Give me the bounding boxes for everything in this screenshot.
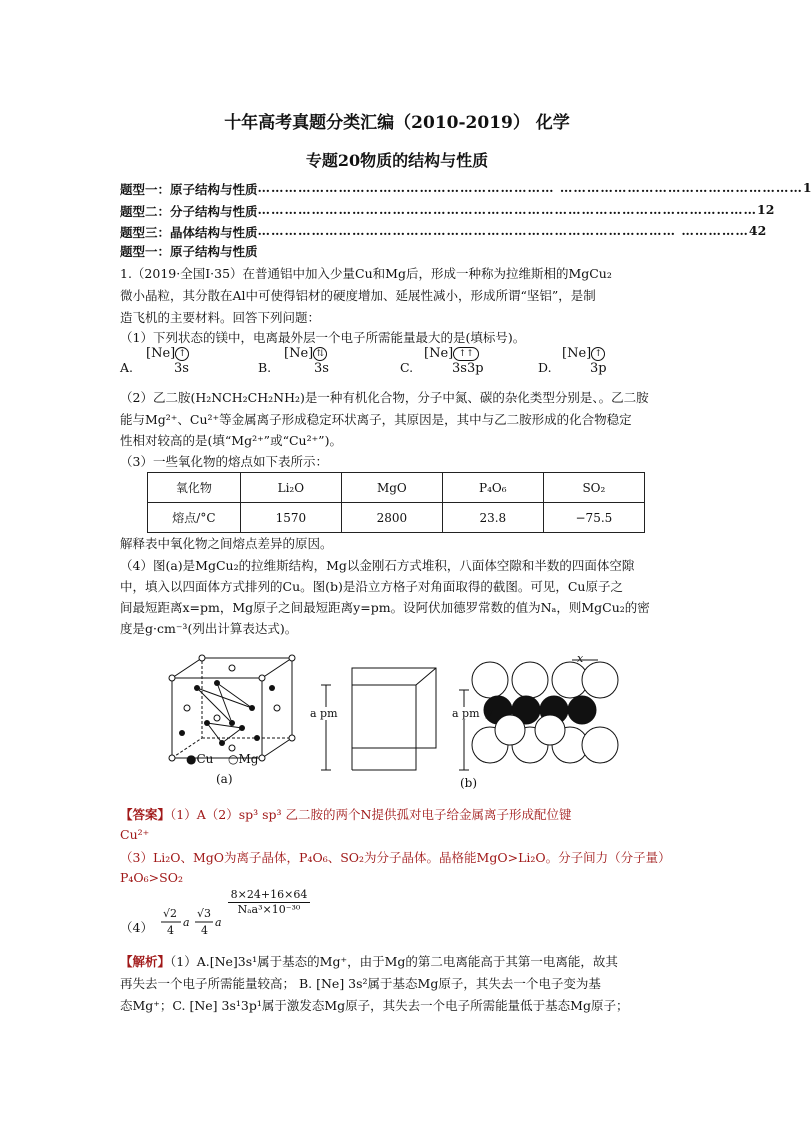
- orbital-box: ⇅: [313, 347, 327, 361]
- q1-part2-line: 性相对较高的是(填“Mg²⁺”或“Cu²⁺”)。: [120, 433, 342, 448]
- analysis-line: 态Mg⁺；C. [Ne] 3s¹3p¹属于激发态Mg原子，其失去一个电子所需能量低于基态Mg原子；: [120, 998, 629, 1013]
- figure-b-cell: [316, 660, 446, 780]
- table-cell: 23.8: [442, 503, 543, 533]
- q1-part2-line: （2）乙二胺(H₂NCH₂CH₂NH₂)是一种有机化合物，分子中氮、碳的杂化类型分别是、。乙二胺: [120, 390, 649, 405]
- q1-part3-question: 解释表中氧化物之间熔点差异的原因。: [120, 536, 333, 551]
- toc-label: 题型二：分子结构与性质: [120, 204, 258, 219]
- table-header: 氧化物: [148, 473, 241, 503]
- toc-page: 1: [802, 180, 812, 195]
- legend-mg: ○Mg: [228, 752, 259, 766]
- orbital-box: ↑: [591, 347, 605, 361]
- toc-dots: ………………………………………………………………………………… ……………: [257, 223, 749, 238]
- toc-page: 42: [748, 223, 767, 238]
- table-cell: 1570: [240, 503, 341, 533]
- table-row: [148, 503, 645, 533]
- toc-entry-3[interactable]: [120, 223, 767, 241]
- table-header: Li₂O: [240, 473, 341, 503]
- table-header: MgO: [341, 473, 442, 503]
- figure-b-label: (b): [460, 776, 478, 790]
- table-header: SO₂: [543, 473, 644, 503]
- orbital-box: ↑↑: [453, 347, 479, 361]
- answer-part4-prefix: （4）: [120, 920, 153, 935]
- orbital-label: 3s: [174, 361, 189, 376]
- q1-intro-line: 造飞机的主要材料。回答下列问题：: [120, 310, 321, 325]
- analysis-tag: 【解析】: [120, 954, 171, 969]
- label-apm: a pm: [310, 707, 338, 720]
- toc-label: 题型一：原子结构与性质: [120, 182, 258, 197]
- q1-part4-line: 间最短距离x=pm，Mg原子之间最短距离y=pm。设阿伏加德罗常数的值为Nₐ，则MgCu₂的密: [120, 600, 650, 615]
- svg-text:4: 4: [167, 924, 174, 937]
- option-a: A.: [120, 360, 134, 375]
- formula-denominator: Nₐa³×10⁻³⁰: [237, 903, 301, 916]
- label-apm-b: a pm: [452, 707, 480, 720]
- q1-intro-line: 1.（2019·全国Ⅰ·35）在普通铝中加入少量Cu和Mg后，形成一种称为拉维斯相的MgCu₂: [120, 266, 612, 281]
- formula-xy: [155, 903, 225, 943]
- section-heading: 题型一：原子结构与性质: [120, 244, 258, 259]
- svg-text:a: a: [183, 916, 190, 929]
- label-x: x: [577, 652, 584, 665]
- answer-line: 【答案】（1）A（2）sp³ sp³ 乙二胺的两个N提供孤对电子给金属离子形成配位键: [120, 807, 572, 822]
- legend-cu: ●Cu: [186, 752, 214, 766]
- option-b-config: [Ne] ⇅ 3s: [284, 346, 329, 376]
- q1-part4-line: （4）图(a)是MgCu₂的拉维斯结构，Mg以金刚石方式堆积，八面体空隙和半数的四面体空隙: [120, 558, 635, 573]
- q1-intro-line: 微小晶粒，其分散在Al中可使得铝材的硬度增加、延展性减小，形成所谓“坚铝”，是制: [120, 288, 596, 303]
- answer-line: （3）Li₂O、MgO为离子晶体，P₄O₆、SO₂为分子晶体。晶格能MgO>Li₂O。分子间力（分子量）: [120, 850, 671, 865]
- figure-a-label: (a): [216, 772, 233, 786]
- formula-numerator: 8×24+16×64: [228, 888, 310, 903]
- svg-text:√3: √3: [197, 907, 212, 920]
- option-c: C.: [400, 360, 414, 375]
- svg-text:√2: √2: [163, 907, 178, 920]
- density-formula: [228, 888, 310, 916]
- page-title: 十年高考真题分类汇编（2010-2019） 化学: [224, 113, 570, 133]
- option-d-config: [Ne] ↑ 3p: [562, 346, 607, 376]
- table-cell: 2800: [341, 503, 442, 533]
- toc-dots: …………………………………………………………………………………………………: [257, 202, 758, 217]
- answer-line: P₄O₆>SO₂: [120, 870, 183, 885]
- toc-entry-2[interactable]: [120, 202, 775, 220]
- orbital-label: 3s3p: [452, 361, 484, 376]
- table-header-row: [148, 473, 645, 503]
- orbital-box: ↑: [175, 347, 189, 361]
- option-c-config: [Ne] ↑↑ 3s3p: [424, 346, 484, 376]
- table-cell: −75.5: [543, 503, 644, 533]
- analysis-line: 再失去一个电子所需能量较高； B. [Ne] 3s²属于基态Mg原子，其失去一个电子变为基: [120, 976, 601, 991]
- orbital-label: 3p: [590, 361, 607, 376]
- option-b: B.: [258, 360, 272, 375]
- answer-tag: 【答案】: [120, 807, 171, 822]
- svg-text:a: a: [215, 916, 222, 929]
- table-cell: 熔点/°C: [148, 503, 241, 533]
- label-y: y: [486, 706, 493, 719]
- q1-part4-line: 度是g·cm⁻³(列出计算表达式)。: [120, 621, 298, 636]
- orbital-label: 3s: [314, 361, 329, 376]
- toc-dots: ………………………………………………………… ………………………………………………: [257, 180, 803, 195]
- toc-label: 题型三：晶体结构与性质: [120, 225, 258, 240]
- table-header: P₄O₆: [442, 473, 543, 503]
- q1-part2-line: 能与Mg²⁺、Cu²⁺等金属离子形成稳定环状离子，其原因是，其中与乙二胺形成的化合物稳定: [120, 412, 632, 427]
- analysis-line: 【解析】（1）A.[Ne]3s¹属于基态的Mg⁺，由于Mg的第二电离能高于其第一电离能，故其: [120, 954, 618, 969]
- melting-point-table: [147, 472, 645, 533]
- toc-entry-1[interactable]: [120, 180, 812, 198]
- answer-line: Cu²⁺: [120, 827, 150, 842]
- toc-page: 12: [757, 202, 775, 217]
- option-a-config: [Ne] ↑ 3s: [146, 346, 189, 376]
- svg-text:4: 4: [201, 924, 208, 937]
- option-d: D.: [538, 360, 552, 375]
- q1-part4-line: 中，填入以四面体方式排列的Cu。图(b)是沿立方格子对角面取得的截图。可见，Cu原子之: [120, 579, 623, 594]
- q1-part1: （1）下列状态的镁中，电离最外层一个电子所需能量最大的是(填标号)。: [120, 330, 526, 345]
- page-subtitle: 专题20物质的结构与性质: [305, 151, 489, 170]
- q1-part3: （3）一些氧化物的熔点如下表所示：: [120, 454, 328, 469]
